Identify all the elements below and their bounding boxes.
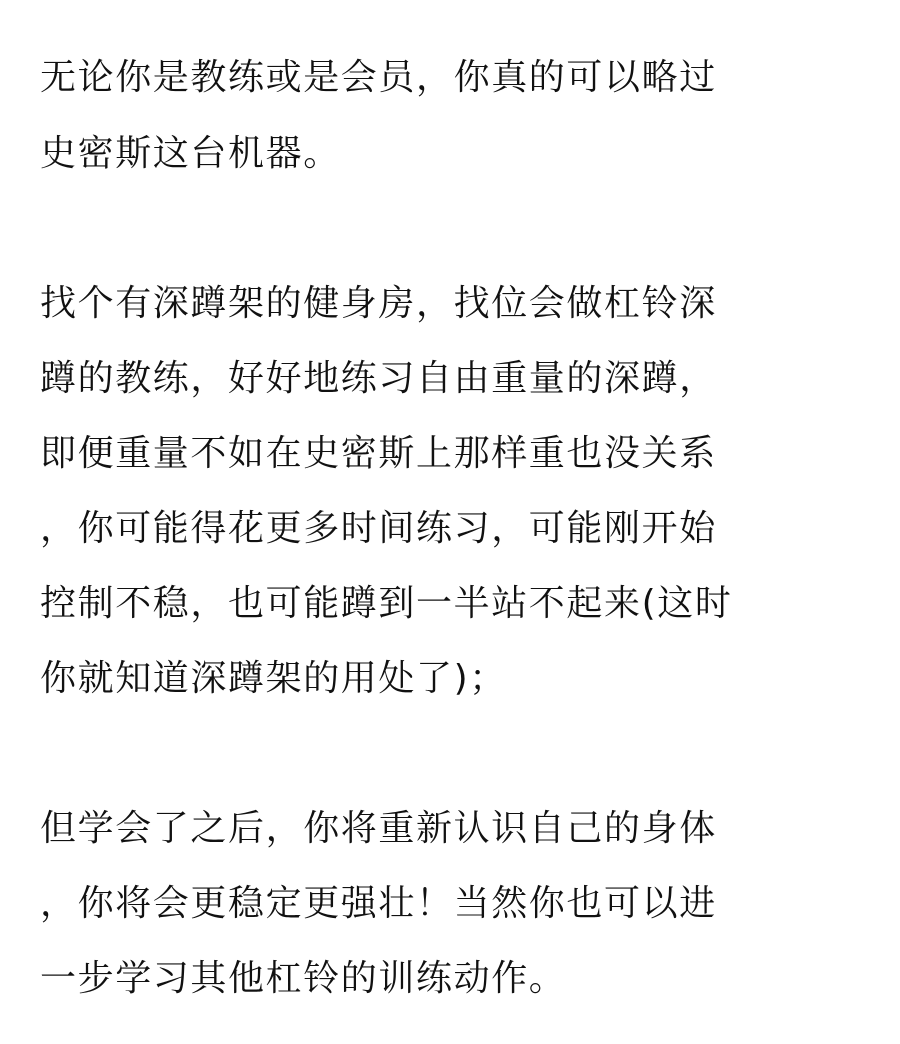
- text-line: 蹲的教练，好好地练习自由重量的深蹲，: [40, 358, 717, 399]
- text-line: 即便重量不如在史密斯上那样重也没关系: [40, 433, 717, 474]
- text-line: 你就知道深蹲架的用处了)；: [40, 658, 507, 699]
- text-line: 找个有深蹲架的健身房，找位会做杠铃深: [40, 283, 717, 324]
- text-line: 控制不稳，也可能蹲到一半站不起来(这时: [40, 583, 733, 624]
- text-line: 一步学习其他杠铃的训练动作。: [40, 958, 567, 999]
- text-line: 无论你是教练或是会员，你真的可以略过: [40, 57, 717, 98]
- text-line: ，你将会更稳定更强壮！当然你也可以进: [40, 883, 717, 924]
- text-line: 但学会了之后，你将重新认识自己的身体: [40, 808, 717, 849]
- text-line: 史密斯这台机器。: [40, 133, 341, 174]
- text-line: ，你可能得花更多时间练习，可能刚开始: [40, 508, 717, 549]
